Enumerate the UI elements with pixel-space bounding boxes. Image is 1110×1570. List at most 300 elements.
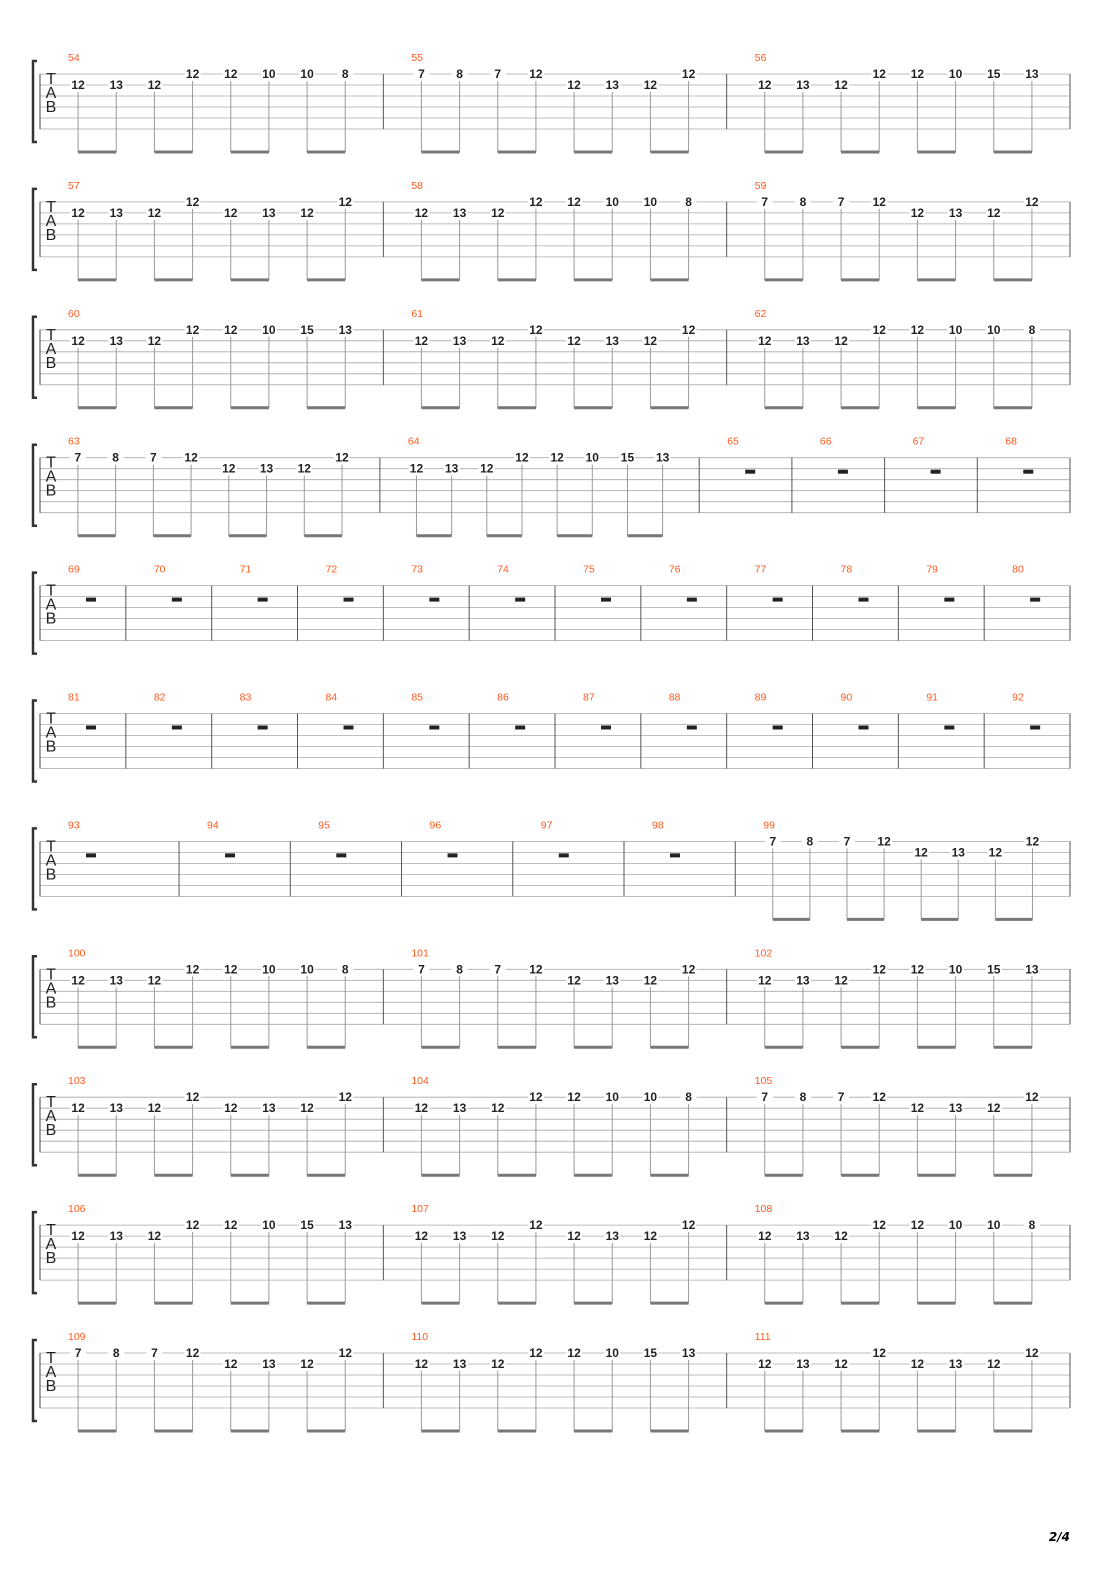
measure — [583, 564, 641, 641]
measure — [68, 180, 383, 280]
fret-number: 10 — [948, 322, 963, 337]
fret-number: 15 — [987, 962, 1001, 977]
measure-number: 71 — [239, 563, 252, 576]
tab-clef-letter: T — [46, 1094, 56, 1112]
fret-number: 12 — [567, 333, 581, 348]
measure — [755, 692, 813, 769]
fret-number: 13 — [109, 205, 123, 220]
measure-number: 54 — [68, 52, 80, 64]
whole-rest — [944, 726, 954, 730]
system-bracket — [33, 189, 37, 270]
fret-number: 13 — [796, 1357, 810, 1371]
fret-number: 12 — [914, 845, 928, 860]
fret-number: 13 — [951, 845, 965, 860]
fret-number: 12 — [185, 962, 200, 977]
measure — [240, 692, 298, 769]
measure-number: 104 — [411, 1075, 429, 1088]
fret-number: 12 — [71, 973, 85, 988]
fret-number: 13 — [262, 1357, 276, 1371]
measure — [1012, 692, 1070, 769]
fret-number: 12 — [681, 1218, 696, 1233]
tab-clef-letter: A — [45, 85, 57, 102]
whole-rest — [1030, 598, 1040, 602]
measure — [68, 819, 179, 896]
fret-number: 12 — [872, 67, 886, 81]
fret-number: 12 — [480, 461, 494, 476]
fret-number: 12 — [338, 1346, 352, 1360]
fret-number: 13 — [796, 973, 810, 988]
fret-number: 12 — [224, 1357, 238, 1371]
tab-system — [33, 692, 1070, 782]
tab-clef-letter: B — [45, 99, 57, 116]
fret-number: 12 — [147, 1101, 162, 1116]
fret-number: 13 — [605, 973, 619, 988]
fret-number: 13 — [109, 333, 123, 348]
measure-number: 58 — [411, 179, 424, 192]
measure — [755, 947, 1070, 1047]
fret-number: 13 — [262, 1101, 276, 1116]
tab-clef-letter: A — [45, 596, 57, 614]
measure-number: 69 — [68, 563, 80, 576]
fret-number: 8 — [799, 1090, 807, 1105]
whole-rest — [86, 853, 96, 857]
measure — [68, 308, 383, 408]
fret-number: 12 — [185, 1090, 200, 1105]
measure — [820, 436, 885, 513]
measure-number: 102 — [754, 947, 773, 960]
fret-number: 10 — [605, 1090, 619, 1105]
measure — [841, 692, 899, 769]
fret-number: 8 — [341, 962, 349, 977]
measure-number: 65 — [727, 435, 739, 448]
measure — [240, 564, 298, 641]
tab-system — [33, 564, 1070, 654]
fret-number: 12 — [71, 1229, 85, 1244]
measure-number: 66 — [819, 435, 832, 448]
measure-number: 67 — [912, 435, 925, 448]
measure-number: 106 — [68, 1203, 86, 1216]
fret-number: 13 — [605, 1229, 619, 1244]
measure-number: 91 — [926, 691, 939, 704]
fret-number: 7 — [418, 67, 425, 81]
tab-system — [33, 308, 1070, 408]
fret-number: 12 — [414, 1229, 429, 1244]
fret-number: 8 — [341, 67, 349, 81]
measure-number: 93 — [68, 819, 80, 832]
whole-rest — [344, 726, 354, 730]
measure — [411, 947, 726, 1047]
measure — [926, 692, 984, 769]
measure-number: 55 — [411, 52, 424, 64]
measure-number: 79 — [926, 563, 939, 576]
measure — [497, 692, 555, 769]
measure — [755, 180, 1070, 280]
measure-number: 99 — [763, 819, 775, 832]
fret-number: 12 — [872, 1346, 886, 1360]
system-bracket — [33, 61, 37, 142]
tab-clef-letter: B — [45, 610, 57, 628]
fret-number: 7 — [837, 194, 845, 209]
whole-rest — [931, 470, 941, 474]
whole-rest — [258, 598, 268, 602]
whole-rest — [1030, 726, 1040, 730]
fret-number: 13 — [796, 333, 810, 348]
measure-number: 77 — [754, 563, 767, 576]
fret-number: 10 — [987, 1218, 1001, 1233]
measure — [411, 308, 726, 408]
measure — [154, 692, 212, 769]
measure-number: 89 — [754, 691, 767, 704]
fret-number: 12 — [643, 973, 658, 988]
fret-number: 15 — [620, 450, 635, 465]
measure-number: 80 — [1012, 563, 1024, 576]
tab-clef-letter: B — [45, 226, 57, 244]
fret-number: 12 — [550, 450, 564, 465]
measure — [763, 819, 1070, 919]
measure-number: 74 — [497, 563, 509, 576]
system-bracket — [33, 445, 37, 526]
fret-number: 12 — [988, 845, 1003, 860]
fret-number: 12 — [297, 461, 311, 476]
fret-number: 13 — [262, 205, 276, 220]
measure — [755, 52, 1070, 152]
fret-number: 13 — [796, 78, 810, 92]
system-bracket — [33, 1212, 37, 1293]
whole-rest — [172, 598, 182, 602]
measure-number: 63 — [68, 435, 80, 448]
measure — [1012, 564, 1070, 641]
measure-number: 60 — [68, 307, 80, 320]
tab-clef-letter: T — [46, 198, 56, 216]
tab-clef-letter: T — [46, 710, 56, 728]
fret-number: 12 — [71, 78, 85, 92]
measure — [913, 436, 978, 513]
fret-number: 12 — [1025, 1346, 1039, 1360]
measure-number: 101 — [411, 947, 429, 960]
tab-clef-letter: B — [45, 1378, 57, 1395]
fret-number: 7 — [151, 1346, 158, 1360]
fret-number: 7 — [494, 67, 502, 81]
fret-number: 10 — [585, 450, 599, 465]
fret-number: 12 — [910, 1218, 925, 1233]
fret-number: 7 — [837, 1090, 845, 1105]
fret-number: 12 — [414, 1357, 429, 1371]
fret-number: 10 — [643, 1090, 658, 1105]
tab-clef-letter: A — [45, 724, 57, 742]
fret-number: 8 — [112, 450, 119, 465]
measure — [541, 819, 624, 896]
measure-number: 83 — [239, 691, 252, 704]
whole-rest — [773, 598, 783, 602]
measure-number: 57 — [68, 179, 80, 192]
fret-number: 12 — [910, 322, 925, 337]
tab-system — [33, 52, 1070, 152]
fret-number: 12 — [414, 1101, 429, 1116]
fret-number: 12 — [491, 1229, 505, 1244]
fret-number: 12 — [872, 1218, 886, 1233]
whole-rest — [944, 598, 954, 602]
whole-rest — [859, 726, 869, 730]
measure-number: 92 — [1012, 691, 1024, 704]
fret-number: 12 — [872, 194, 886, 209]
fret-number: 12 — [491, 333, 505, 348]
fret-number: 10 — [605, 194, 619, 209]
fret-number: 12 — [872, 962, 886, 977]
measure — [68, 1075, 383, 1175]
fret-number: 12 — [529, 1346, 543, 1360]
measure — [727, 436, 792, 513]
fret-number: 13 — [109, 1101, 123, 1116]
whole-rest — [838, 470, 848, 474]
fret-number: 12 — [491, 1101, 505, 1116]
fret-number: 10 — [262, 962, 276, 977]
measure — [68, 1331, 383, 1431]
tab-system — [33, 180, 1070, 280]
tab-clef-letter: B — [45, 994, 57, 1012]
measure-number: 62 — [754, 307, 767, 320]
measure — [68, 947, 383, 1047]
measure — [583, 692, 641, 769]
fret-number: 8 — [456, 67, 463, 81]
whole-rest — [515, 598, 525, 602]
system-bracket — [33, 956, 37, 1037]
fret-number: 12 — [834, 78, 848, 92]
fret-number: 12 — [872, 1090, 886, 1105]
fret-number: 15 — [643, 1346, 658, 1360]
fret-number: 12 — [910, 1357, 925, 1371]
measure-number: 76 — [668, 563, 681, 576]
tab-system — [33, 436, 1070, 536]
measure — [669, 692, 727, 769]
measure — [68, 692, 126, 769]
measure — [68, 564, 126, 641]
tab-clef-letter: A — [45, 212, 57, 230]
fret-number: 7 — [761, 1090, 769, 1105]
fret-number: 12 — [414, 205, 429, 220]
tab-system — [33, 1203, 1070, 1303]
measure-number: 88 — [668, 691, 681, 704]
fret-number: 12 — [758, 1357, 772, 1371]
fret-number: 13 — [948, 1101, 963, 1116]
measure-number: 111 — [754, 1331, 771, 1343]
fret-number: 13 — [452, 333, 467, 348]
fret-number: 12 — [300, 1101, 314, 1116]
measure-number: 82 — [153, 691, 166, 704]
fret-number: 7 — [74, 1346, 82, 1360]
fret-number: 12 — [529, 67, 543, 81]
fret-number: 7 — [150, 450, 157, 465]
fret-number: 10 — [262, 67, 276, 81]
measure-number: 59 — [754, 179, 767, 192]
measure — [68, 52, 383, 152]
measure — [408, 436, 699, 536]
measure-number: 70 — [153, 563, 166, 576]
fret-number: 12 — [758, 973, 772, 988]
measure — [68, 436, 380, 536]
fret-number: 12 — [515, 450, 529, 465]
fret-number: 12 — [643, 1229, 658, 1244]
fret-number: 7 — [761, 194, 769, 209]
fret-number: 12 — [224, 1218, 238, 1233]
tab-clef-letter: T — [46, 1222, 56, 1240]
measure — [926, 564, 984, 641]
fret-number: 12 — [910, 205, 925, 220]
measure-number: 98 — [652, 819, 664, 832]
fret-number: 12 — [300, 205, 314, 220]
measure-number: 84 — [325, 691, 338, 704]
fret-number: 12 — [184, 450, 198, 465]
whole-rest — [344, 598, 354, 602]
measure — [755, 564, 813, 641]
fret-number: 12 — [834, 333, 848, 348]
whole-rest — [429, 726, 439, 730]
whole-rest — [773, 726, 783, 730]
fret-number: 7 — [74, 450, 82, 465]
fret-number: 12 — [1025, 1090, 1039, 1105]
measure-number: 96 — [429, 819, 442, 832]
fret-number: 12 — [758, 1229, 772, 1244]
whole-rest — [670, 853, 680, 857]
whole-rest — [225, 853, 235, 857]
system-bracket — [33, 828, 37, 909]
fret-number: 13 — [109, 78, 123, 92]
fret-number: 12 — [224, 205, 238, 220]
fret-number: 13 — [948, 1357, 963, 1371]
whole-rest — [515, 726, 525, 730]
measure-number: 64 — [407, 435, 420, 448]
fret-number: 10 — [262, 322, 276, 337]
measure — [68, 1203, 383, 1303]
whole-rest — [859, 598, 869, 602]
whole-rest — [429, 598, 439, 602]
whole-rest — [86, 726, 96, 730]
fret-number: 12 — [147, 1229, 162, 1244]
tab-system — [33, 819, 1070, 919]
whole-rest — [258, 726, 268, 730]
measure-number: 72 — [325, 563, 338, 576]
measure-number: 81 — [68, 691, 80, 704]
fret-number: 7 — [843, 834, 851, 849]
measure-number: 85 — [411, 691, 424, 704]
measure-number: 90 — [840, 691, 853, 704]
fret-number: 13 — [338, 1218, 352, 1233]
tab-system — [33, 1331, 1070, 1431]
fret-number: 8 — [456, 962, 463, 977]
measure-number: 68 — [1005, 435, 1017, 448]
fret-number: 12 — [681, 962, 696, 977]
fret-number: 12 — [987, 1101, 1001, 1116]
fret-number: 12 — [147, 973, 162, 988]
tab-clef-letter: A — [45, 340, 57, 358]
fret-number: 12 — [567, 78, 581, 92]
fret-number: 8 — [1028, 1218, 1036, 1233]
tab-clef-letter: T — [46, 582, 56, 600]
measure-number: 61 — [411, 307, 424, 320]
fret-number: 13 — [796, 1229, 810, 1244]
fret-number: 13 — [655, 450, 670, 465]
fret-number: 15 — [300, 322, 314, 337]
fret-number: 15 — [300, 1218, 314, 1233]
fret-number: 12 — [1025, 194, 1039, 209]
fret-number: 12 — [222, 461, 236, 476]
fret-number: 12 — [409, 461, 424, 476]
measure-number: 109 — [68, 1331, 86, 1343]
measure — [411, 1203, 726, 1303]
measure-number: 97 — [540, 819, 553, 832]
fret-number: 12 — [643, 333, 658, 348]
fret-number: 12 — [529, 1090, 543, 1105]
whole-rest — [687, 726, 697, 730]
fret-number: 12 — [224, 322, 238, 337]
tab-clef-letter: B — [45, 354, 57, 372]
fret-number: 15 — [987, 67, 1001, 81]
measure-number: 87 — [583, 691, 595, 704]
fret-number: 10 — [262, 1218, 276, 1233]
fret-number: 12 — [300, 1357, 314, 1371]
fret-number: 12 — [872, 322, 886, 337]
measure — [841, 564, 899, 641]
whole-rest — [336, 853, 346, 857]
whole-rest — [1023, 470, 1033, 474]
fret-number: 13 — [452, 1101, 467, 1116]
fret-number: 13 — [948, 205, 963, 220]
fret-number: 12 — [338, 1090, 352, 1105]
fret-number: 12 — [643, 78, 658, 92]
fret-number: 10 — [948, 1218, 963, 1233]
measure — [411, 1331, 726, 1431]
fret-number: 12 — [567, 973, 581, 988]
fret-number: 12 — [185, 322, 200, 337]
fret-number: 8 — [799, 194, 807, 209]
measure — [207, 819, 290, 896]
measure-number: 107 — [411, 1203, 429, 1216]
fret-number: 10 — [605, 1346, 619, 1360]
fret-number: 7 — [418, 962, 425, 977]
fret-number: 13 — [452, 1357, 467, 1371]
measure — [411, 1075, 726, 1175]
tab-system — [33, 947, 1070, 1047]
measure — [755, 1075, 1070, 1175]
fret-number: 12 — [224, 1101, 238, 1116]
tab-clef-letter: T — [46, 454, 56, 472]
fret-number: 12 — [987, 1357, 1001, 1371]
fret-number: 13 — [338, 322, 352, 337]
fret-number: 13 — [452, 1229, 467, 1244]
fret-number: 13 — [259, 461, 274, 476]
whole-rest — [745, 470, 755, 474]
measure — [430, 819, 513, 896]
measure-number: 103 — [68, 1075, 86, 1088]
whole-rest — [172, 726, 182, 730]
fret-number: 12 — [185, 67, 200, 81]
fret-number: 12 — [147, 205, 162, 220]
tab-clef-letter: B — [45, 1122, 57, 1140]
tab-system — [33, 1075, 1070, 1175]
fret-number: 12 — [834, 1229, 848, 1244]
fret-number: 12 — [681, 67, 696, 81]
fret-number: 13 — [681, 1346, 696, 1360]
fret-number: 13 — [1025, 962, 1039, 977]
fret-number: 7 — [494, 962, 502, 977]
measure-number: 105 — [754, 1075, 773, 1088]
measure-number: 56 — [754, 52, 767, 64]
whole-rest — [448, 853, 458, 857]
fret-number: 13 — [444, 461, 459, 476]
fret-number: 8 — [685, 194, 692, 209]
tab-clef-letter: A — [45, 1236, 57, 1254]
measure-number: 86 — [497, 691, 509, 704]
measure — [755, 308, 1070, 408]
